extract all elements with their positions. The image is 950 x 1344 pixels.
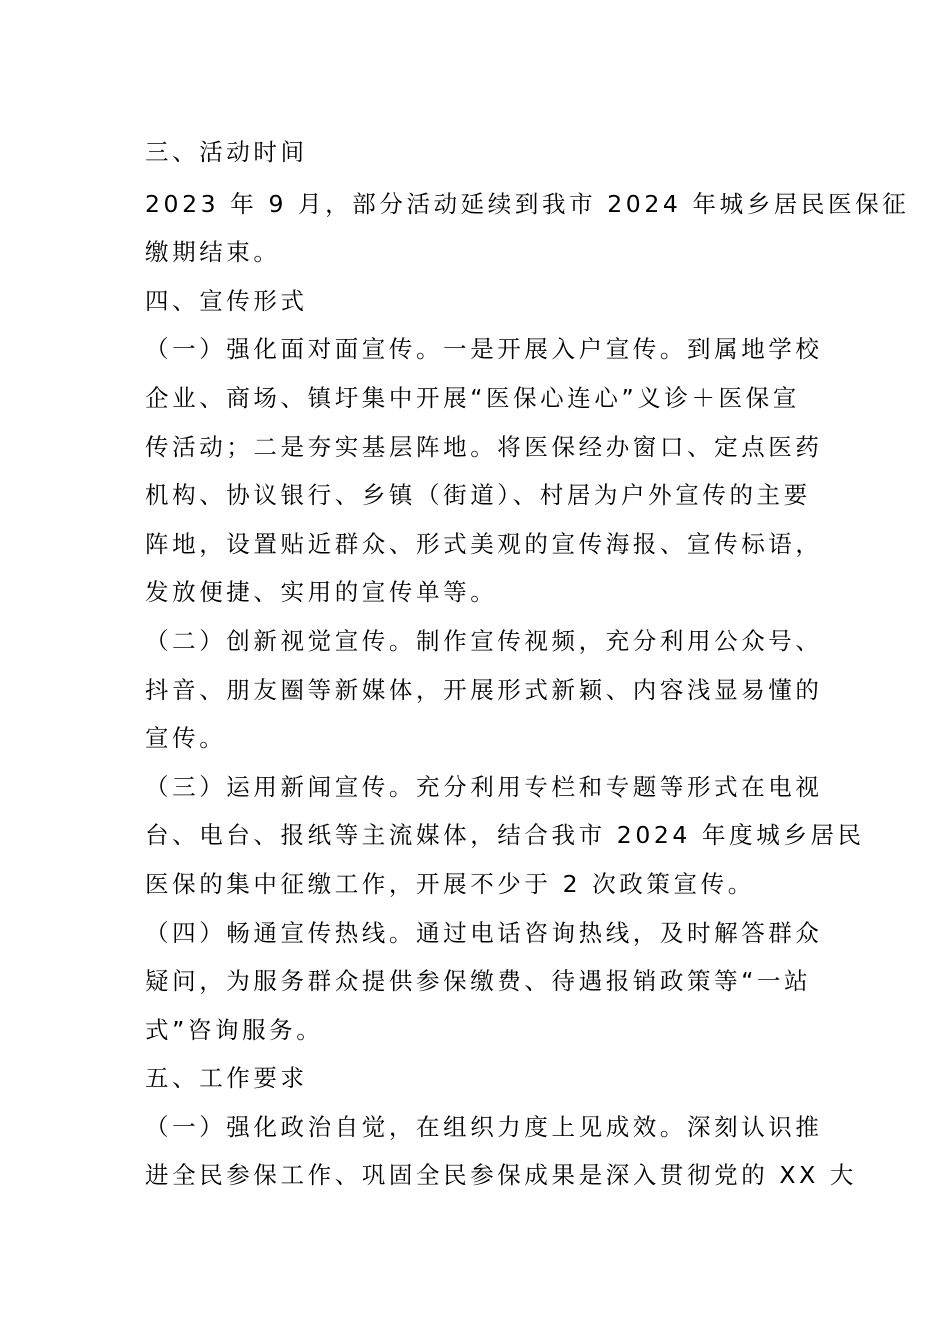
- paragraph-line: 进全民参保工作、巩固全民参保成果是深入贯彻党的 XX 大: [145, 1161, 857, 1190]
- paragraph-line: 2023 年 9 月，部分活动延续到我市 2024 年城乡居民医保征: [145, 189, 910, 218]
- paragraph-line: 缴期结束。: [145, 238, 281, 267]
- paragraph-line: 阵地，设置贴近群众、形式美观的宣传海报、宣传标语，: [145, 529, 823, 558]
- section-heading-publicity-forms: 四、宣传形式: [145, 286, 308, 315]
- paragraph-line: 宣传。: [145, 724, 227, 753]
- paragraph-line: 机构、协议银行、乡镇（街道）、村居为户外宣传的主要: [145, 481, 811, 510]
- paragraph-line: 企业、商场、镇圩集中开展“医保心连心”义诊＋医保宣: [145, 383, 800, 412]
- paragraph-line: （一）强化面对面宣传。一是开展入户宣传。到属地学校: [145, 335, 823, 364]
- paragraph-line: 疑问，为服务群众提供参保缴费、待遇报销政策等“一站: [145, 967, 812, 996]
- paragraph-line: （四）畅通宣传热线。通过电话咨询热线，及时解答群众: [145, 918, 823, 947]
- paragraph-line: 传活动；二是夯实基层阵地。将医保经办窗口、定点医药: [145, 432, 823, 461]
- paragraph-line: （一）强化政治自觉，在组织力度上见成效。深刻认识推: [145, 1112, 823, 1141]
- paragraph-line: （二）创新视觉宣传。制作宣传视频，充分利用公众号、: [145, 626, 823, 655]
- section-heading-work-requirements: 五、工作要求: [145, 1064, 308, 1093]
- paragraph-line: 医保的集中征缴工作，开展不少于 2 次政策宣传。: [145, 869, 755, 898]
- document-body: [145, 128, 910, 1200]
- paragraph-line: 发放便捷、实用的宣传单等。: [145, 578, 498, 607]
- paragraph-line: 台、电台、报纸等主流媒体，结合我市 2024 年度城乡居民: [145, 821, 865, 850]
- section-heading-activity-time: 三、活动时间: [145, 138, 308, 166]
- paragraph-line: 式”咨询服务。: [145, 1015, 324, 1044]
- paragraph-line: （三）运用新闻宣传。充分利用专栏和专题等形式在电视: [145, 772, 823, 801]
- paragraph-line: 抖音、朋友圈等新媒体，开展形式新颖、内容浅显易懂的: [145, 675, 823, 704]
